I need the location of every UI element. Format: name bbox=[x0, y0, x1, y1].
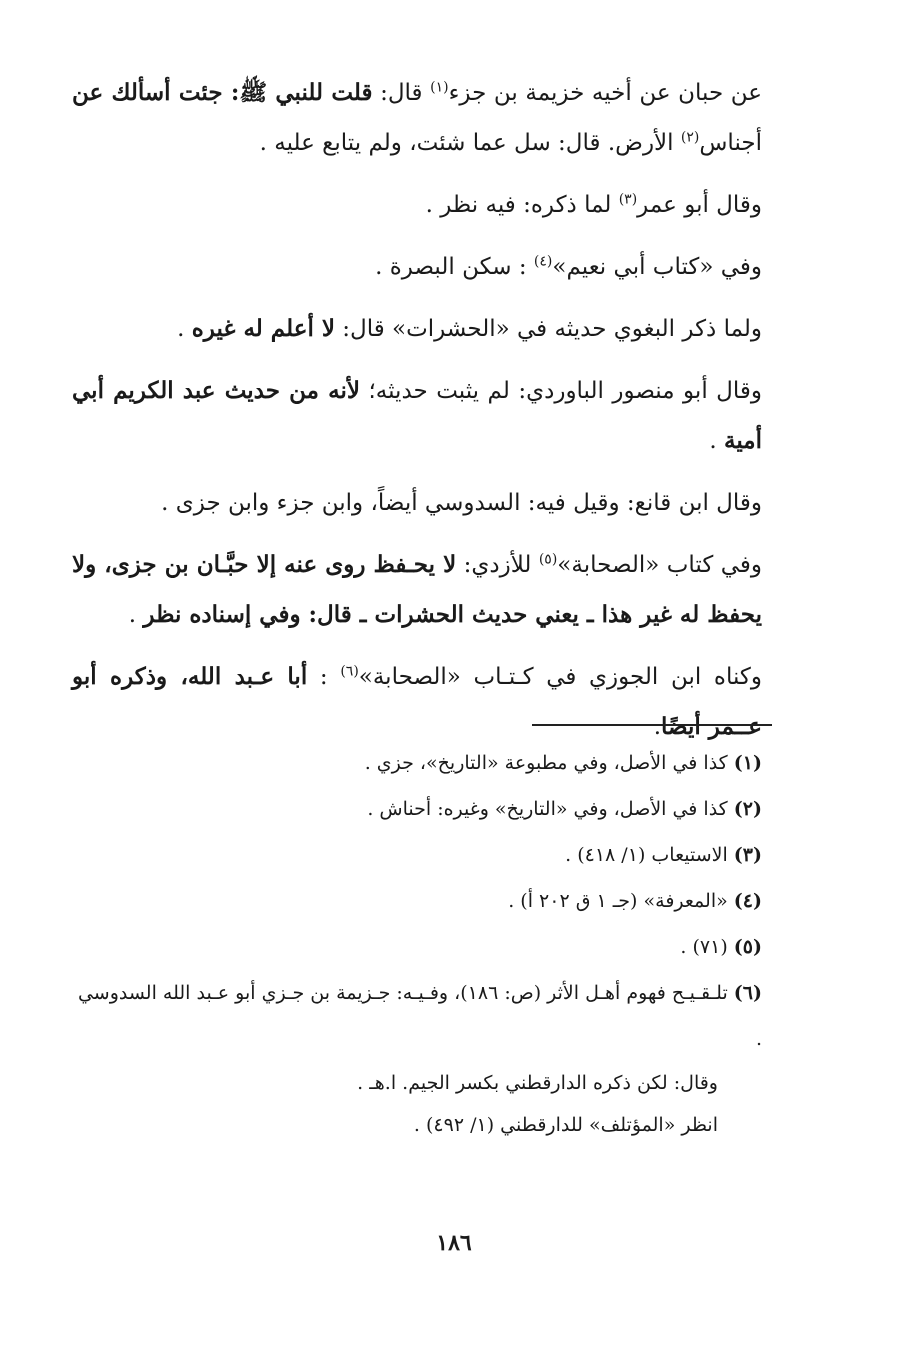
text-run: الأرض. قال: سل عما شئت، ولم يتابع عليه . bbox=[259, 130, 681, 156]
text-run: : bbox=[307, 664, 341, 690]
text-run: لما ذكره: فيه نظر . bbox=[425, 192, 619, 218]
footnote-number: (٤) bbox=[733, 890, 762, 912]
bold-text: لا أعلم له غيره bbox=[191, 315, 335, 342]
footnote-marker: (١) bbox=[430, 79, 449, 96]
footnote-text: تلـقـيـح فهوم أهـل الأثر (ص: ١٨٦)، وفـيـه: جـزيمة بن جـزي أبو عـبد الله السدوسي . bbox=[77, 982, 762, 1050]
page-number: ١٨٦ bbox=[436, 1230, 472, 1256]
footnote-continuation: انظر «المؤتلف» للدارقطني (١/ ٤٩٢) . bbox=[413, 1114, 718, 1136]
footnote-text: كذا في الأصل، وفي مطبوعة «التاريخ»، جزي . bbox=[364, 752, 728, 774]
footnote-text: (٧١) . bbox=[680, 936, 728, 958]
text-run: وقال أبو عمر bbox=[637, 192, 762, 218]
text-run: . bbox=[177, 316, 192, 342]
paragraph bbox=[72, 540, 762, 640]
text-run: وقال أبو منصور الباوردي: لم يثبت حديثه؛ bbox=[360, 378, 762, 404]
footnote-number: (١) bbox=[733, 752, 762, 774]
bold-text: لا يحـفظ روى عنه إلا حبَّـان بن جزى، ولا يحفظ له غير هذا ـ يعني حديث الحشرات ـ قال: وفي إسناده نظر bbox=[72, 551, 762, 628]
text-run: قال: bbox=[372, 80, 431, 106]
text-run: عن حبان عن أخيه خزيمة بن جزء bbox=[448, 80, 762, 106]
footnote-marker: (٥) bbox=[538, 551, 558, 568]
footnote-marker: (٤) bbox=[533, 253, 553, 270]
bold-text: أبا عـبد الله، وذكره أبو عــمر أيضًا bbox=[72, 663, 762, 740]
footnote-marker: (٦) bbox=[340, 663, 359, 680]
paragraph bbox=[72, 180, 762, 230]
footnote-text: الاستيعاب (١/ ٤١٨) . bbox=[565, 844, 728, 866]
footnote bbox=[72, 740, 762, 786]
text-run: أجناس bbox=[699, 130, 762, 156]
paragraph bbox=[72, 478, 762, 528]
paragraph bbox=[72, 68, 762, 168]
footnote-number: (٥) bbox=[733, 936, 762, 958]
footnote-number: (٦) bbox=[733, 982, 762, 1004]
footnotes bbox=[72, 740, 762, 1146]
text-run: . bbox=[709, 428, 725, 454]
bold-text: لأنه من حديث عبد الكريم أبي أمية bbox=[72, 377, 762, 454]
bold-text: قلت للنبي ﷺ: جئت أسألك عن bbox=[72, 79, 373, 106]
footnote-marker: (٣) bbox=[618, 191, 638, 208]
text-run: وفي كتاب «الصحابة» bbox=[557, 552, 762, 578]
text-run: ولما ذكر البغوي حديثه في «الحشرات» قال: bbox=[334, 316, 762, 342]
text-run: للأزدي: bbox=[456, 552, 539, 578]
text-run: وقال ابن قانع: وقيل فيه: السدوسي أيضاً، وابن جزء وابن جزى . bbox=[161, 490, 762, 516]
main-text bbox=[72, 68, 762, 764]
footnote bbox=[72, 878, 762, 924]
footnote-separator bbox=[532, 724, 772, 726]
paragraph bbox=[72, 242, 762, 292]
text-run: . bbox=[653, 714, 662, 740]
text-run: وكناه ابن الجوزي في كـتـاب «الصحابة» bbox=[358, 664, 762, 690]
footnote bbox=[72, 832, 762, 878]
text-run: . bbox=[128, 602, 144, 628]
paragraph bbox=[72, 652, 762, 752]
paragraph bbox=[72, 366, 762, 466]
footnote bbox=[72, 786, 762, 832]
footnote-number: (٢) bbox=[733, 798, 762, 820]
footnote bbox=[72, 924, 762, 970]
footnote-continuation: وقال: لكن ذكره الدارقطني بكسر الجيم. ا.هـ . bbox=[357, 1072, 718, 1094]
footnote-number: (٣) bbox=[733, 844, 762, 866]
footnote-text: «المعرفة» (جـ ١ ق ٢٠٢ أ) . bbox=[508, 890, 728, 912]
text-run: وفي «كتاب أبي نعيم» bbox=[552, 254, 762, 280]
footnote-text: كذا في الأصل، وفي «التاريخ» وغيره: أحناش . bbox=[367, 798, 728, 820]
footnote bbox=[72, 970, 762, 1062]
text-run: : سكن البصرة . bbox=[375, 254, 534, 280]
footnote-marker: (٢) bbox=[680, 129, 700, 146]
paragraph bbox=[72, 304, 762, 354]
